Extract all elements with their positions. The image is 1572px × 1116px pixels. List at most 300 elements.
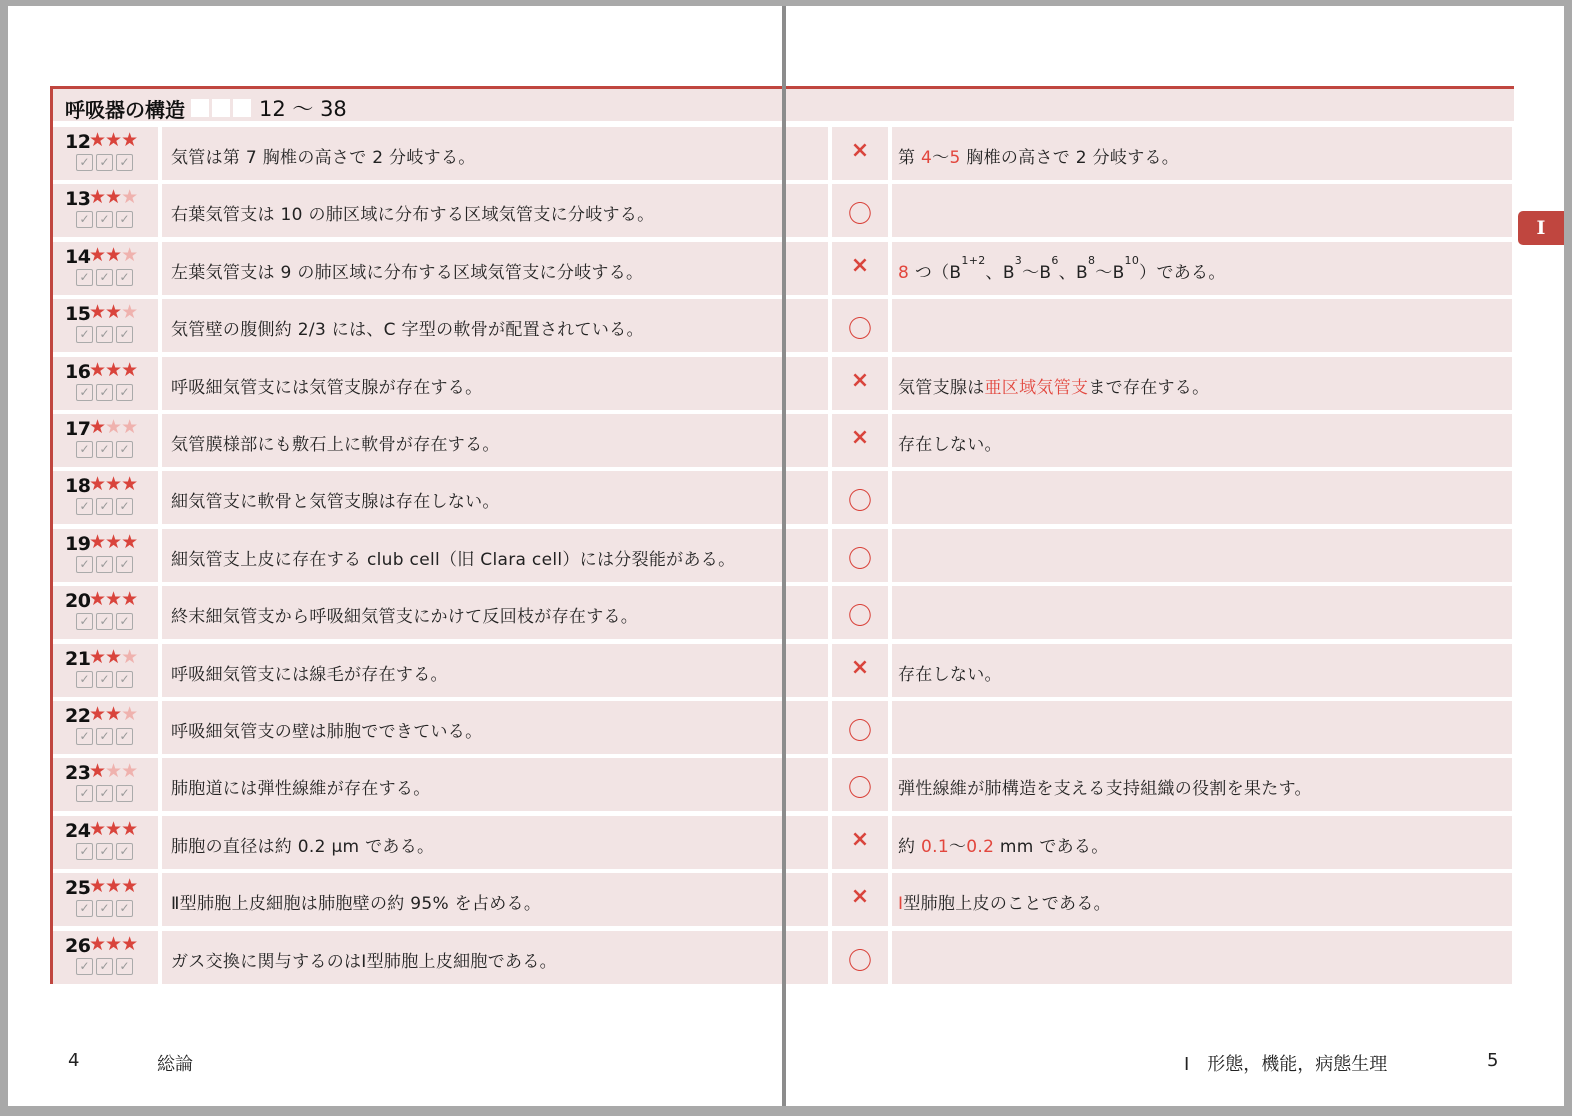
question-number-cell	[53, 299, 158, 352]
question-number-cell	[53, 701, 158, 754]
question-text: 気管膜様部にも敷石上に軟骨が存在する。	[171, 435, 500, 455]
check-box-3[interactable]: ✓	[116, 785, 133, 802]
explanation-cell	[892, 127, 1512, 180]
question-cell	[162, 414, 782, 467]
review-checkboxes	[76, 613, 133, 630]
question-cell	[162, 816, 782, 869]
explanation-cell	[892, 242, 1512, 295]
question-number-cell	[53, 529, 158, 582]
question-number: 18	[65, 475, 91, 498]
question-number: 16	[65, 360, 91, 383]
left-running-title: 総論	[157, 1054, 193, 1075]
explanation-text	[898, 430, 1002, 455]
difficulty-star-icon: ★	[89, 358, 106, 381]
explanation-segment: 0.2	[966, 836, 995, 857]
check-box-2[interactable]: ✓	[96, 384, 113, 401]
question-cell	[162, 184, 782, 237]
difficulty-star-icon: ★	[121, 243, 138, 266]
explanation-segment: 、B	[985, 262, 1015, 283]
question-number: 23	[65, 762, 91, 785]
check-box-1[interactable]: ✓	[76, 613, 93, 630]
review-checkboxes	[76, 211, 133, 228]
review-checkboxes	[76, 556, 133, 573]
check-box-1[interactable]: ✓	[76, 958, 93, 975]
difficulty-star-icon: ★	[89, 703, 106, 725]
difficulty-star-icon: ★	[105, 760, 122, 783]
difficulty-star-icon: ★	[105, 817, 122, 840]
question-cell-continued	[786, 242, 828, 295]
explanation-segment: つ（B	[909, 262, 962, 283]
answer-cell	[832, 127, 888, 180]
check-box-3[interactable]: ✓	[116, 843, 133, 860]
explanation-text	[898, 373, 1209, 398]
section-header	[50, 86, 782, 121]
answer-mark: ×	[850, 654, 870, 680]
check-box-2[interactable]: ✓	[96, 441, 113, 458]
question-cell	[162, 529, 782, 582]
question-text: 呼吸細気管支の壁は肺胞でできている。	[171, 722, 483, 742]
difficulty-star-icon: ★	[121, 760, 138, 783]
difficulty-stars	[89, 933, 137, 955]
question-number-cell	[53, 127, 158, 180]
question-cell	[162, 299, 782, 352]
check-box-1[interactable]: ✓	[76, 900, 93, 917]
check-box-1[interactable]: ✓	[76, 671, 93, 688]
check-box-1[interactable]: ✓	[76, 326, 93, 343]
question-row	[0, 414, 1572, 467]
difficulty-star-icon: ★	[121, 301, 138, 324]
question-row	[0, 357, 1572, 410]
difficulty-star-icon: ★	[105, 932, 122, 955]
question-number: 12	[65, 131, 91, 153]
question-row	[0, 242, 1572, 295]
explanation-segment: ～	[932, 148, 950, 168]
check-box-1[interactable]: ✓	[76, 728, 93, 745]
question-cell-continued	[786, 127, 828, 180]
check-box-3[interactable]: ✓	[116, 671, 133, 688]
explanation-text	[898, 253, 1226, 283]
difficulty-star-icon: ★	[121, 817, 138, 840]
explanation-cell	[892, 701, 1512, 754]
explanation-cell	[892, 816, 1512, 869]
question-row	[0, 701, 1572, 754]
question-row	[0, 644, 1572, 697]
difficulty-star-icon: ★	[89, 588, 106, 611]
review-checkboxes	[76, 441, 133, 458]
difficulty-star-icon: ★	[105, 530, 122, 553]
check-box-2[interactable]: ✓	[96, 785, 113, 802]
difficulty-star-icon: ★	[121, 186, 138, 209]
explanation-segment: 0.1	[921, 836, 949, 857]
difficulty-star-icon: ★	[121, 473, 138, 496]
difficulty-star-icon: ★	[105, 129, 122, 151]
question-row	[0, 299, 1572, 352]
answer-cell	[832, 299, 888, 352]
question-number: 15	[65, 303, 91, 326]
explanation-cell	[892, 586, 1512, 639]
difficulty-stars	[89, 875, 137, 897]
difficulty-star-icon: ★	[89, 530, 106, 553]
question-cell	[162, 931, 782, 984]
difficulty-stars	[89, 473, 137, 495]
difficulty-star-icon: ★	[89, 129, 106, 151]
answer-cell	[832, 471, 888, 524]
question-number: 19	[65, 532, 91, 555]
difficulty-star-icon: ★	[121, 588, 138, 611]
section-range: 12 ～ 38	[259, 97, 347, 121]
question-row	[0, 758, 1572, 811]
check-box-2[interactable]: ✓	[96, 958, 113, 975]
question-cell-continued	[786, 529, 828, 582]
question-text: ガス交換に関与するのはⅠ型肺胞上皮細胞である。	[171, 951, 557, 972]
check-box-1[interactable]: ✓	[76, 154, 93, 171]
right-running-title: I 形態，機能，病態生理	[1184, 1054, 1388, 1075]
difficulty-star-icon: ★	[89, 186, 106, 209]
answer-mark: 〇	[848, 487, 872, 516]
question-cell-continued	[786, 873, 828, 926]
check-box-1[interactable]: ✓	[76, 441, 93, 458]
difficulty-star-icon: ★	[89, 932, 106, 955]
check-box-2[interactable]: ✓	[96, 613, 113, 630]
explanation-text	[898, 660, 1002, 685]
question-number-cell	[53, 242, 158, 295]
check-box-2[interactable]: ✓	[96, 326, 113, 343]
answer-cell	[832, 931, 888, 984]
question-text: 肺胞の直径は約 0.2 μm である。	[171, 836, 435, 857]
explanation-segment: 4	[921, 148, 933, 168]
explanation-segment: 約	[898, 836, 922, 857]
difficulty-star-icon: ★	[121, 875, 138, 898]
question-number-cell	[53, 758, 158, 811]
check-box-3[interactable]: ✓	[116, 269, 133, 286]
answer-cell	[832, 701, 888, 754]
question-text: 右葉気管支は 10 の肺区域に分布する区域気管支に分岐する。	[171, 205, 655, 226]
explanation-cell	[892, 184, 1512, 237]
check-box-2[interactable]: ✓	[96, 498, 113, 515]
question-number: 22	[65, 705, 91, 727]
answer-mark: ×	[850, 884, 870, 910]
difficulty-star-icon: ★	[89, 875, 106, 898]
difficulty-star-icon: ★	[121, 645, 138, 668]
explanation-segment: 、B	[1058, 262, 1088, 283]
difficulty-stars	[89, 760, 137, 782]
check-box-3[interactable]: ✓	[116, 613, 133, 630]
difficulty-star-icon: ★	[89, 473, 106, 496]
explanation-segment: 型肺胞上皮のことである。	[903, 894, 1111, 915]
explanation-segment: 8	[1087, 253, 1096, 267]
question-number-cell	[53, 471, 158, 524]
explanation-segment: 弾性線維が肺構造を支える支持組織の役割を果たす。	[898, 779, 1312, 800]
review-checkboxes	[76, 958, 133, 975]
check-box-3[interactable]: ✓	[116, 900, 133, 917]
difficulty-star-icon: ★	[121, 358, 138, 381]
difficulty-stars	[89, 359, 137, 381]
explanation-text	[898, 832, 1109, 857]
answer-mark: 〇	[848, 717, 872, 745]
question-text: 肺胞道には弾性線維が存在する。	[171, 779, 431, 800]
explanation-cell	[892, 414, 1512, 467]
answer-cell	[832, 586, 888, 639]
difficulty-star-icon: ★	[105, 875, 122, 898]
check-box-1[interactable]: ✓	[76, 211, 93, 228]
question-number-cell	[53, 184, 158, 237]
difficulty-star-icon: ★	[105, 588, 122, 611]
explanation-segment: 胸椎の高さで 2 分岐する。	[960, 148, 1180, 168]
question-number: 14	[65, 245, 91, 268]
difficulty-star-icon: ★	[105, 301, 122, 324]
difficulty-star-icon: ★	[121, 129, 138, 151]
question-number: 24	[65, 819, 91, 842]
question-cell-continued	[786, 758, 828, 811]
check-box-3[interactable]: ✓	[116, 326, 133, 343]
question-number: 21	[65, 647, 91, 670]
answer-mark: 〇	[848, 946, 872, 975]
question-cell	[162, 586, 782, 639]
answer-mark: 〇	[848, 544, 872, 573]
question-text: 呼吸細気管支には線毛が存在する。	[171, 664, 448, 685]
review-checkboxes	[76, 384, 133, 401]
explanation-segment: 第	[898, 148, 922, 168]
check-box-2[interactable]: ✓	[96, 843, 113, 860]
explanation-segment: ）である。	[1139, 262, 1226, 283]
answer-mark: 〇	[848, 315, 872, 344]
question-number: 26	[65, 934, 91, 957]
check-box-2[interactable]: ✓	[96, 900, 113, 917]
question-cell-continued	[786, 931, 828, 984]
question-row	[0, 127, 1572, 180]
check-box-3[interactable]: ✓	[116, 441, 133, 458]
difficulty-stars	[89, 818, 137, 840]
review-checkboxes	[76, 843, 133, 860]
review-checkboxes	[76, 269, 133, 286]
answer-mark: 〇	[848, 602, 872, 631]
explanation-segment: mm である。	[994, 836, 1109, 857]
question-number-cell	[53, 873, 158, 926]
review-checkboxes	[76, 900, 133, 917]
explanation-segment: 3	[1014, 253, 1023, 267]
review-checkboxes	[76, 671, 133, 688]
question-row	[0, 931, 1572, 984]
explanation-cell	[892, 931, 1512, 984]
question-text: 終末細気管支から呼吸細気管支にかけて反回枝が存在する。	[171, 607, 639, 628]
explanation-segment: 存在しない。	[898, 664, 1002, 685]
question-cell	[162, 471, 782, 524]
check-box-1[interactable]: ✓	[76, 384, 93, 401]
explanation-segment: まで存在する。	[1088, 377, 1210, 398]
explanation-cell	[892, 758, 1512, 811]
explanation-text	[898, 889, 1111, 914]
difficulty-star-icon: ★	[105, 186, 122, 209]
left-page-number: 4	[68, 1050, 80, 1071]
question-cell	[162, 701, 782, 754]
answer-mark: ×	[850, 826, 870, 852]
difficulty-stars	[89, 416, 137, 438]
question-text: 呼吸細気管支には気管支腺が存在する。	[171, 377, 483, 398]
question-cell-continued	[786, 586, 828, 639]
answer-mark: ×	[850, 367, 870, 393]
explanation-cell	[892, 299, 1512, 352]
difficulty-stars	[89, 703, 137, 725]
answer-mark: ×	[850, 425, 870, 450]
explanation-cell	[892, 529, 1512, 582]
explanation-cell	[892, 357, 1512, 410]
explanation-segment: 6	[1051, 253, 1059, 267]
explanation-segment: 存在しない。	[898, 435, 1002, 455]
difficulty-star-icon: ★	[89, 645, 106, 668]
explanation-segment: ～B	[1022, 262, 1052, 283]
check-box-2[interactable]: ✓	[96, 728, 113, 745]
question-number: 25	[65, 877, 91, 900]
question-row	[0, 529, 1572, 582]
explanation-segment: 5	[949, 148, 961, 168]
review-checkboxes	[76, 154, 133, 171]
question-cell	[162, 758, 782, 811]
check-box-3[interactable]: ✓	[116, 728, 133, 745]
answer-cell	[832, 873, 888, 926]
question-number: 17	[65, 418, 91, 440]
difficulty-star-icon: ★	[105, 358, 122, 381]
difficulty-star-icon: ★	[121, 416, 138, 438]
question-cell-continued	[786, 357, 828, 410]
difficulty-star-icon: ★	[89, 301, 106, 324]
difficulty-star-icon: ★	[105, 645, 122, 668]
question-cell-continued	[786, 471, 828, 524]
question-cell-continued	[786, 816, 828, 869]
difficulty-stars	[89, 129, 137, 151]
difficulty-stars	[89, 646, 137, 668]
explanation-segment: 10	[1124, 253, 1140, 267]
question-cell	[162, 644, 782, 697]
answer-cell	[832, 644, 888, 697]
explanation-segment: 1+2	[961, 253, 986, 267]
question-text: Ⅱ型肺胞上皮細胞は肺胞壁の約 95% を占める。	[171, 894, 542, 915]
check-box-1[interactable]: ✓	[76, 556, 93, 573]
review-checkboxes	[76, 326, 133, 343]
question-cell	[162, 873, 782, 926]
check-box-2[interactable]: ✓	[96, 211, 113, 228]
explanation-segment: 8	[898, 262, 910, 283]
difficulty-star-icon: ★	[105, 416, 122, 438]
answer-cell	[832, 242, 888, 295]
question-number-cell	[53, 644, 158, 697]
difficulty-stars	[89, 186, 137, 208]
check-box-1[interactable]: ✓	[76, 269, 93, 286]
check-box-3[interactable]: ✓	[116, 556, 133, 573]
check-box-3[interactable]: ✓	[116, 958, 133, 975]
question-number-cell	[53, 931, 158, 984]
difficulty-star-icon: ★	[105, 243, 122, 266]
question-row	[0, 586, 1572, 639]
answer-mark: ×	[850, 138, 870, 163]
question-row	[0, 184, 1572, 237]
chapter-tab[interactable]: I	[1518, 211, 1564, 245]
answer-cell	[832, 816, 888, 869]
answer-mark: 〇	[848, 774, 872, 803]
question-cell-continued	[786, 701, 828, 754]
difficulty-star-icon: ★	[89, 760, 106, 783]
question-cell-continued	[786, 644, 828, 697]
section-header-continued	[786, 86, 1514, 121]
difficulty-star-icon: ★	[89, 817, 106, 840]
checkbox-blanks	[191, 99, 251, 117]
check-box-3[interactable]: ✓	[116, 498, 133, 515]
check-box-1[interactable]: ✓	[76, 785, 93, 802]
check-box-2[interactable]: ✓	[96, 154, 113, 171]
question-row	[0, 816, 1572, 869]
question-number: 13	[65, 188, 91, 211]
difficulty-stars	[89, 531, 137, 553]
check-box-3[interactable]: ✓	[116, 154, 133, 171]
question-text: 気管は第 7 胸椎の高さで 2 分岐する。	[171, 148, 476, 168]
review-checkboxes	[76, 785, 133, 802]
question-number-cell	[53, 357, 158, 410]
explanation-segment: ～	[948, 836, 967, 857]
explanation-segment: 気管支腺は	[898, 377, 985, 398]
explanation-cell	[892, 873, 1512, 926]
question-text: 左葉気管支は 9 の肺区域に分布する区域気管支に分岐する。	[171, 262, 644, 283]
answer-cell	[832, 758, 888, 811]
difficulty-star-icon: ★	[121, 530, 138, 553]
right-page-number: 5	[1487, 1050, 1499, 1071]
check-box-3[interactable]: ✓	[116, 384, 133, 401]
question-text: 細気管支上皮に存在する club cell（旧 Clara cell）には分裂能がある。	[171, 549, 736, 570]
question-cell	[162, 357, 782, 410]
difficulty-star-icon: ★	[121, 932, 138, 955]
difficulty-star-icon: ★	[89, 416, 106, 438]
explanation-text	[898, 774, 1312, 799]
difficulty-stars	[89, 301, 137, 323]
question-row	[0, 471, 1572, 524]
difficulty-stars	[89, 244, 137, 266]
question-text: 細気管支に軟骨と気管支腺は存在しない。	[171, 492, 500, 513]
review-checkboxes	[76, 728, 133, 745]
difficulty-star-icon: ★	[89, 243, 106, 266]
explanation-cell	[892, 644, 1512, 697]
answer-cell	[832, 529, 888, 582]
question-cell-continued	[786, 299, 828, 352]
check-box-2[interactable]: ✓	[96, 269, 113, 286]
answer-mark: ×	[850, 252, 870, 278]
review-checkboxes	[76, 498, 133, 515]
question-cell	[162, 127, 782, 180]
check-box-3[interactable]: ✓	[116, 211, 133, 228]
question-number-cell	[53, 816, 158, 869]
difficulty-star-icon: ★	[121, 703, 138, 725]
difficulty-star-icon: ★	[105, 703, 122, 725]
question-text: 気管壁の腹側約 2/3 には、C 字型の軟骨が配置されている。	[171, 320, 644, 341]
explanation-segment: 亜区域気管支	[984, 377, 1089, 398]
check-box-2[interactable]: ✓	[96, 671, 113, 688]
question-row	[0, 873, 1572, 926]
difficulty-star-icon: ★	[105, 473, 122, 496]
answer-cell	[832, 414, 888, 467]
check-box-1[interactable]: ✓	[76, 498, 93, 515]
answer-cell	[832, 184, 888, 237]
question-cell	[162, 242, 782, 295]
explanation-cell	[892, 471, 1512, 524]
check-box-1[interactable]: ✓	[76, 843, 93, 860]
explanation-segment: ～B	[1095, 262, 1125, 283]
difficulty-stars	[89, 588, 137, 610]
question-number: 20	[65, 590, 91, 613]
check-box-2[interactable]: ✓	[96, 556, 113, 573]
explanation-text	[898, 143, 1179, 168]
explanation-segment: Ⅰ	[898, 894, 904, 915]
section-title: 呼吸器の構造	[65, 97, 185, 122]
question-cell-continued	[786, 184, 828, 237]
answer-cell	[832, 357, 888, 410]
question-number-cell	[53, 414, 158, 467]
